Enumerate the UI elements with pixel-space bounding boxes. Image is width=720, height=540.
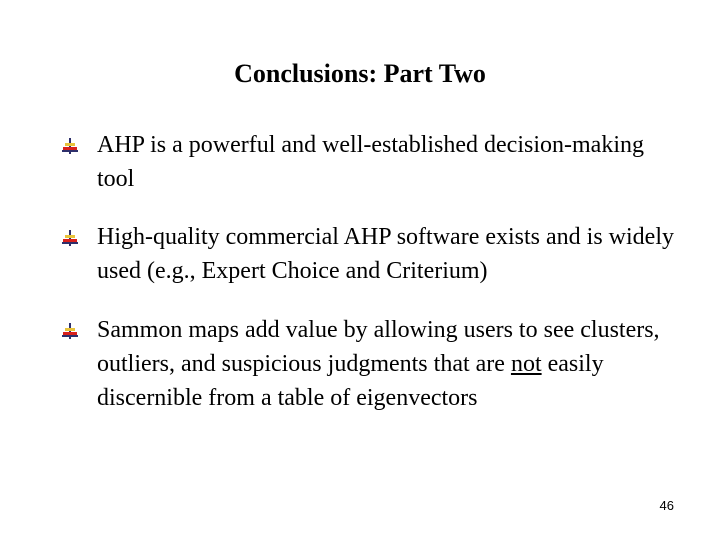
pushpin-bullet-icon (62, 138, 78, 154)
pushpin-bullet-icon (62, 230, 78, 246)
pushpin-bullet-icon (62, 323, 78, 339)
page-number: 46 (659, 498, 674, 513)
slide-title: Conclusions: Part Two (234, 59, 486, 88)
bullet-text: High-quality commercial AHP software exists and is widely used (e.g., Expert Choice and Criterium) (97, 224, 674, 284)
bullet-text-before-emphasis: Sammon maps add value by allowing users to see clusters, outliers, and suspicious judgments that are (97, 317, 660, 377)
bullet-text: AHP is a powerful and well-established decision-making tool (97, 132, 644, 192)
bullet-text-after-emphasis: easily discernible from a table of eigenvectors (97, 351, 604, 411)
underlined-not: not (510, 351, 542, 377)
bullet-text (97, 313, 687, 415)
